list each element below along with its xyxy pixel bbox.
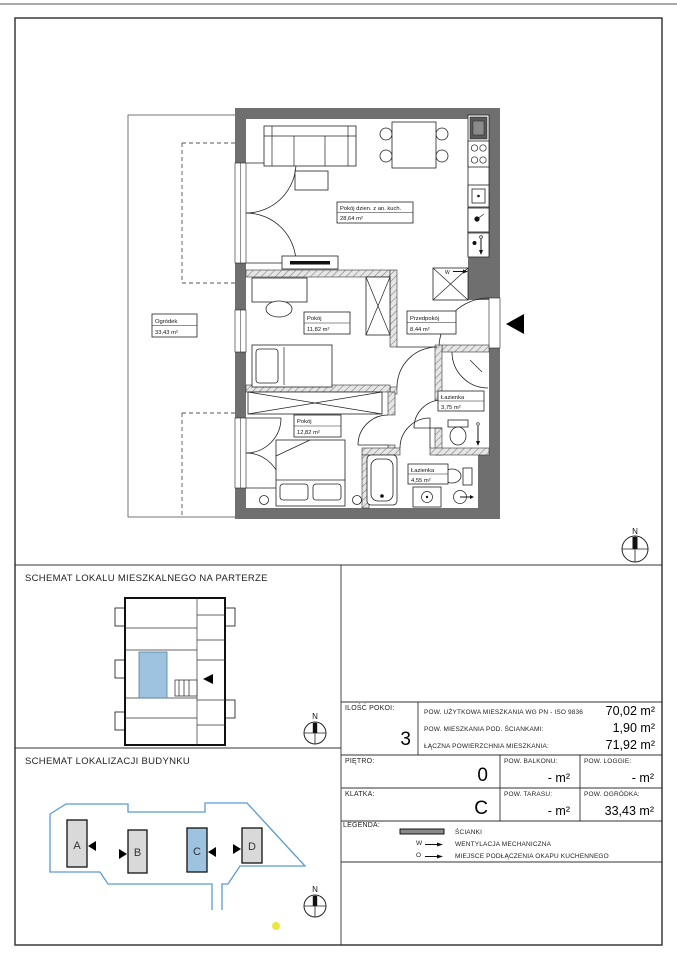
room-label-garden [152,314,197,337]
walls-area-label: POW. MIESZKANIA POD. ŚCIANKAMI: [424,726,544,733]
svg-text:N: N [312,885,318,894]
svg-text:Pokój dzien. z an. kuch.: Pokój dzien. z an. kuch. [340,206,402,212]
site-building-B [119,830,147,873]
legend-hood-prefix: O [416,852,422,859]
svg-text:33,43 m²: 33,43 m² [155,330,178,336]
kitchen-strip [468,115,489,257]
floor-label: PIĘTRO: [345,758,375,765]
unit-scheme-drawing [115,598,326,745]
svg-text:Łazienka: Łazienka [441,395,465,401]
walls-area-value: 1,90 m² [612,721,655,735]
legend-vent-prefix: W [416,840,423,847]
total-area-label: ŁĄCZNA POWIERZCHNIA MIESZKANIA: [424,743,549,750]
staircase-value: C [474,798,488,819]
room-label-room1 [304,312,350,334]
compass-unit-scheme [304,712,326,744]
legend-vent-arrow [425,843,443,847]
legend-title: LEGENDA: [343,822,380,829]
desk [252,278,307,317]
svg-text:Przedpokój: Przedpokój [410,316,440,322]
sofa [264,126,356,166]
legend-item-walls: ŚCIANKI [455,829,483,836]
rooms-count-value: 3 [400,729,411,750]
svg-text:W: W [445,270,450,276]
room-label-bath1 [438,391,484,411]
svg-text:Pokój: Pokój [297,419,312,425]
stairs-symbol [175,680,197,696]
room-label-living [337,202,413,223]
exterior-door-arcs [246,163,296,488]
tv-cabinet [282,256,338,269]
site-building-A [67,820,96,867]
loggia-value: - m² [631,771,654,785]
staircase-label: KLATKA: [345,791,375,798]
wardrobe-room2 [248,392,382,414]
terrace-label: POW. TARASU: [504,791,553,798]
main-floorplan [128,108,648,562]
floor-value: 0 [477,765,488,786]
svg-text:A: A [73,840,81,852]
legend-item-hood: MIEJSCE PODŁĄCZENIA OKAPU KUCHENNEGO [455,853,609,860]
legend-hood-arrow [425,855,443,859]
wardrobe-room1 [366,277,390,335]
svg-text:C: C [193,846,201,858]
svg-text:11,82 m²: 11,82 m² [307,327,330,333]
compass-site [304,885,326,917]
room-label-hall [407,311,456,334]
svg-text:N: N [632,527,638,536]
svg-text:12,82 m²: 12,82 m² [297,430,320,436]
svg-text:28,64 m²: 28,64 m² [340,216,363,222]
plot-boundary [50,803,305,910]
building-scheme-title: SCHEMAT LOKALIZACJI BUDYNKU [25,756,191,767]
svg-text:3,75 m²: 3,75 m² [441,405,461,411]
site-plan-drawing [50,803,326,930]
coffee-table [295,171,328,190]
bed-single [252,345,332,387]
unit-scheme-title: SCHEMAT LOKALU MIESZKALNEGO NA PARTERZE [25,573,268,584]
svg-text:Pokój: Pokój [307,316,322,322]
balcony-value: - m² [547,771,570,785]
rooms-count-label: ILOŚĆ POKOI: [345,705,395,712]
legend-wall-symbol [400,829,444,834]
room-label-bath2 [408,464,448,484]
svg-text:B: B [133,847,142,859]
room-label-room2 [294,415,341,437]
shaft-boxes [433,268,468,300]
compass-main [622,527,648,562]
svg-text:Ogródek: Ogródek [155,319,178,325]
garden-area-label: POW. OGRÓDKA: [584,791,640,798]
site-building-D [233,828,262,863]
usable-area-label: POW. UŻYTKOWA MIESZKANIA WG PN - ISO 9836 [424,709,584,716]
site-building-C [187,828,216,872]
svg-text:N: N [312,712,318,721]
svg-text:Łazienka: Łazienka [411,468,435,474]
highlighted-unit [139,652,167,698]
loggia-label: POW. LOGGIE: [584,758,632,765]
svg-text:D: D [248,841,256,853]
terrace-value: - m² [547,804,570,818]
dining-table [380,122,448,168]
bed-double [260,440,362,506]
balcony-label: POW. BALKONU: [504,758,558,765]
usable-area-value: 70,02 m² [605,704,655,718]
entrance-arrow [506,314,524,334]
svg-text:4,55 m²: 4,55 m² [411,478,431,484]
site-marker-dot [272,922,280,930]
garden-area-value: 33,43 m² [604,804,654,818]
svg-text:8,44 m²: 8,44 m² [410,327,430,333]
total-area-value: 71,92 m² [605,738,655,752]
legend-item-vent: WENTYLACJA MECHANICZNA [455,841,552,848]
